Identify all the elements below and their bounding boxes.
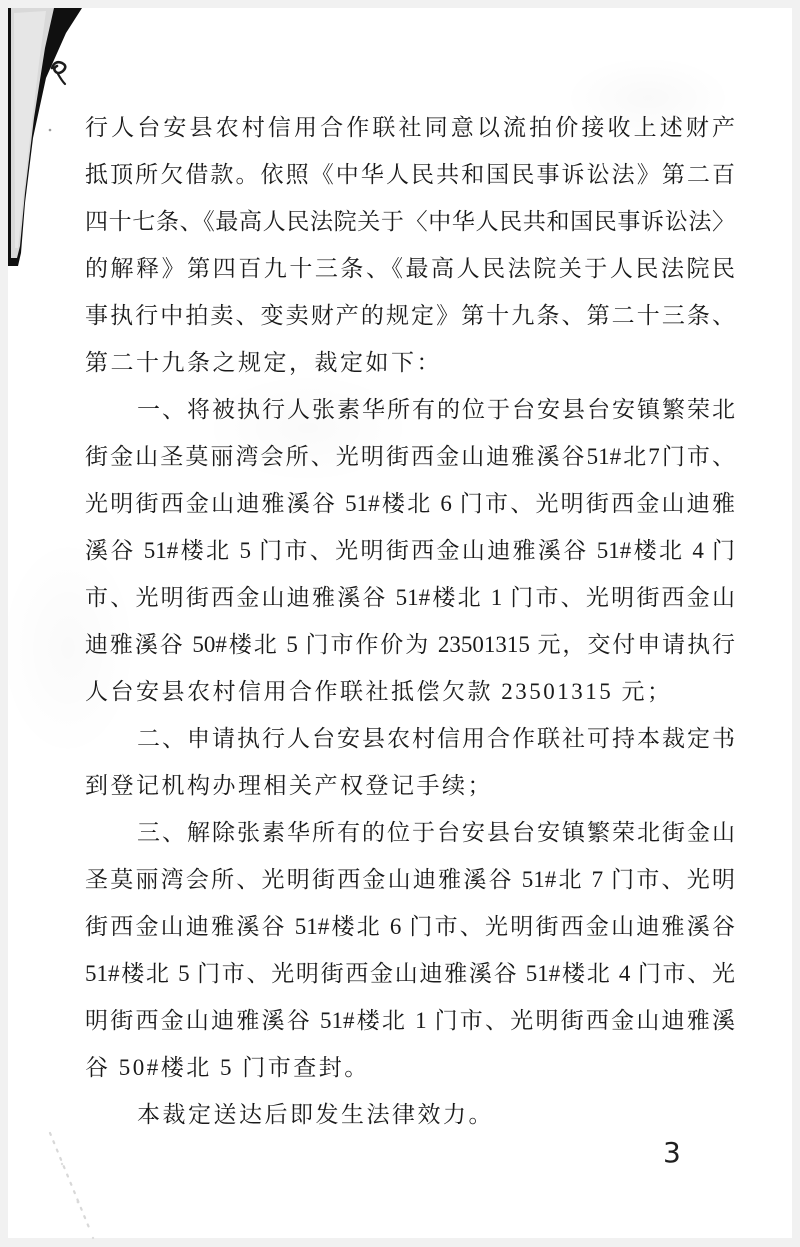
text-line: 街金山圣莫丽湾会所、光明街西金山迪雅溪谷51#北7门市、 [85, 444, 735, 469]
text-line: 一、将被执行人张素华所有的位于台安县台安镇繁荣北 [137, 397, 735, 422]
pen-curl-mark [52, 62, 65, 73]
text-line: 四十七条、《最高人民法院关于〈中华人民共和国民事诉讼法〉 [85, 209, 735, 234]
text-line: 行人台安县农村信用合作联社同意以流拍价接收上述财产 [85, 115, 735, 140]
dust-speck [49, 129, 52, 132]
smudge-dot [61, 1163, 63, 1165]
text-line: 第二十九条之规定，裁定如下： [85, 350, 442, 375]
pen-curl-tail [58, 74, 65, 84]
text-line: 迪雅溪谷 50#楼北 5 门市作价为 23501315 元，交付申请执行 [85, 632, 735, 657]
paragraph-item-1 [85, 386, 735, 715]
smudge-dot [92, 1237, 94, 1239]
text-line: 51#楼北 5 门市、光明街西金山迪雅溪谷 51#楼北 4 门市、光 [85, 961, 735, 986]
paragraph-continuation [85, 104, 735, 386]
paragraph-item-2 [85, 715, 735, 809]
text-line: 本裁定送达后即发生法律效力。 [137, 1102, 494, 1127]
text-line: 溪谷 51#楼北 5 门市、光明街西金山迪雅溪谷 51#楼北 4 门 [85, 538, 735, 563]
text-line: 市、光明街西金山迪雅溪谷 51#楼北 1 门市、光明街西金山 [85, 585, 735, 610]
smudge-dot [77, 1201, 80, 1204]
page-number: 3 [663, 1136, 681, 1169]
text-line: 事执行中拍卖、变卖财产的规定》第十九条、第二十三条、 [85, 303, 735, 328]
text-line: 光明街西金山迪雅溪谷 51#楼北 6 门市、光明街西金山迪雅 [85, 491, 735, 516]
text-line: 的解释》第四百九十三条、《最高人民法院关于人民法院民 [85, 256, 735, 281]
text-line: 街西金山迪雅溪谷 51#楼北 6 门市、光明街西金山迪雅溪谷 [85, 914, 735, 939]
text-line: 人台安县农村信用合作联社抵偿欠款 23501315 元； [85, 679, 673, 704]
smudge-line [50, 1133, 90, 1230]
text-line: 二、申请执行人台安县农村信用合作联社可持本裁定书 [137, 726, 735, 751]
folded-corner-highlight [14, 11, 46, 248]
text-line: 谷 50#楼北 5 门市查封。 [85, 1055, 370, 1080]
paragraph-item-3 [85, 809, 735, 1091]
ruling-text-block [85, 104, 735, 1138]
text-line: 三、解除张素华所有的位于台安县台安镇繁荣北街金山 [137, 820, 735, 845]
text-line: 明街西金山迪雅溪谷 51#楼北 1 门市、光明街西金山迪雅溪 [85, 1008, 735, 1033]
document-page [8, 8, 792, 1238]
paragraph-effective-clause [85, 1091, 735, 1138]
text-line: 抵顶所欠借款。依照《中华人民共和国民事诉讼法》第二百 [85, 162, 735, 187]
text-line: 到登记机构办理相关产权登记手续； [85, 773, 493, 798]
text-line: 圣莫丽湾会所、光明街西金山迪雅溪谷 51#北 7 门市、光明 [85, 867, 735, 892]
